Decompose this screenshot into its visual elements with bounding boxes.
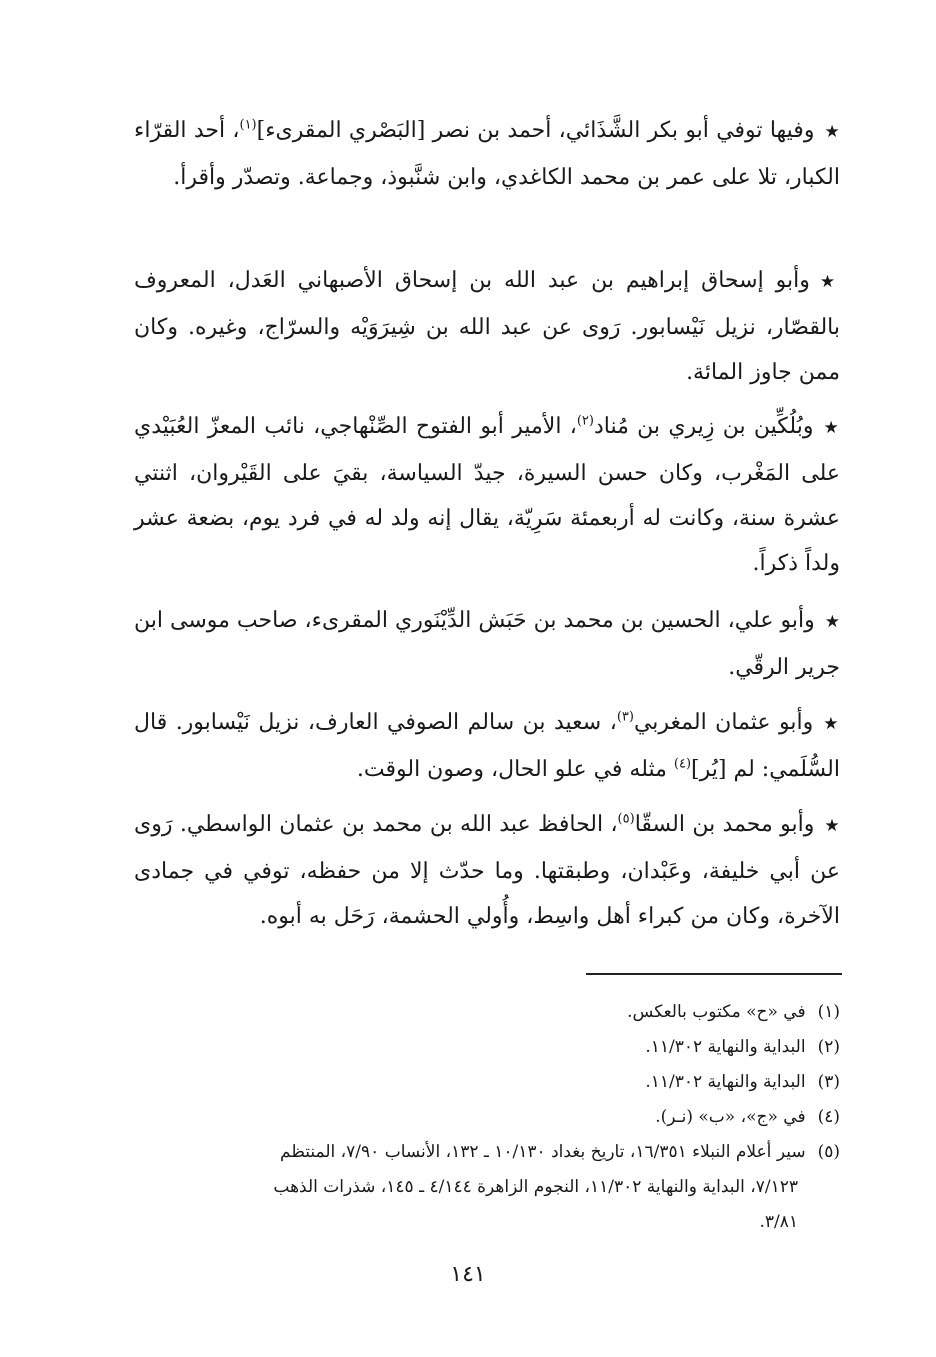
footnote-5-continued: ٣/٨١. bbox=[759, 1212, 798, 1232]
entry-text: وأبو عثمان المغربي bbox=[633, 710, 814, 735]
footnote-text: في «ج»، «ب» (نـر). bbox=[655, 1107, 806, 1127]
footnote-ref[interactable]: (٥) bbox=[617, 811, 635, 827]
page-number: ١٤١ bbox=[450, 1262, 486, 1287]
footnote-number: (٣) bbox=[817, 1072, 840, 1092]
entry-buluggin-ibn-ziri bbox=[134, 404, 840, 586]
footnote-number: (٥) bbox=[817, 1142, 840, 1162]
footnote-5-continued: ٧/١٢٣، البداية والنهاية ١١/٣٠٢، النجوم الزاهرة ٤/١٤٤ ـ ١٤٥، شذرات الذهب bbox=[273, 1177, 798, 1197]
entry-text: ، الحافظ عبد الله بن محمد بن عثمان الواسطي. رَوى عن أبي خليفة، وعَبْدان، وطبقتها. وما حدّث إلا من حفظه، توفي في جمادى الآخرة، وكان من كبراء أهل واسِط، وأُولي الحشمة، رَحَل به أبوه. bbox=[134, 812, 840, 929]
footnote-2 bbox=[134, 1030, 840, 1065]
entry-text: وأبو محمد بن السقّا bbox=[634, 812, 815, 837]
footnote-number: (١) bbox=[817, 1002, 840, 1022]
entry-text: وفيها توفي أبو بكر الشَّذَائي، أحمد بن نصر [البَصْري المقرىء] bbox=[256, 118, 815, 143]
star-bullet: ★ bbox=[823, 714, 840, 734]
entry-abu-uthman-al-maghribi bbox=[134, 700, 840, 792]
footnote-text: في «ح» مكتوب بالعكس. bbox=[627, 1002, 806, 1022]
footnotes bbox=[134, 995, 840, 1240]
footnote-ref[interactable]: (٤) bbox=[673, 756, 692, 772]
footnote-5 bbox=[134, 1135, 840, 1170]
entry-text: وبُلُكِّين بن زِيري بن مُناد bbox=[593, 414, 814, 439]
entry-text: وأبو علي، الحسين بن محمد بن حَبَش الدِّيْنَوري المقرىء، صاحب موسى ابن جرير الرقّي. bbox=[134, 608, 840, 680]
footnote-ref[interactable]: (١) bbox=[239, 117, 257, 133]
footnote-text: البداية والنهاية ١١/٣٠٢. bbox=[645, 1072, 806, 1092]
star-bullet: ★ bbox=[819, 272, 840, 292]
footnote-text: البداية والنهاية ١١/٣٠٢. bbox=[645, 1037, 806, 1057]
entry-abu-ishaq-al-asbahani bbox=[134, 258, 840, 395]
footnote-ref[interactable]: (٣) bbox=[616, 709, 634, 725]
entry-text: ، سعيد بن سالم الصوفي العارف، نزيل نَيْسابور. قال السُّلَمي: لم [يُر] bbox=[134, 710, 840, 782]
footnote-separator bbox=[586, 973, 842, 975]
footnote-number: (٢) bbox=[817, 1037, 840, 1057]
footnote-text: سير أعلام النبلاء ١٦/٣٥١، تاريخ بغداد ١٠/١٣٠ ـ ١٣٢، الأنساب ٧/٩٠، المنتظم bbox=[280, 1142, 806, 1162]
entry-text: ، أحد القرّاء الكبار، تلا على عمر بن محمد الكاغدي، وابن شنَّبوذ، وجماعة. وتصدّر وأقرأ. bbox=[134, 118, 840, 190]
entry-abu-ali-al-husayn bbox=[134, 598, 840, 690]
footnote-ref[interactable]: (٢) bbox=[576, 413, 594, 429]
footnote-4 bbox=[134, 1100, 840, 1135]
entry-text: ، الأمير أبو الفتوح الصِّنْهاجي، نائب المعزّ العُبَيْدي على المَغْرب، وكان حسن السيرة، جيدّ السياسة، بقيَ على القَيْروان، اثنتي عشرة سنة، وكانت له أربعمئة سَرِيّة، يقال إنه ولد له في فرد يوم، بضعة عشر ولداً ذكراً. bbox=[134, 414, 840, 576]
star-bullet: ★ bbox=[824, 122, 840, 142]
star-bullet: ★ bbox=[823, 418, 841, 438]
entry-text: وأبو إسحاق إبراهيم بن عبد الله بن إسحاق الأصبهاني العَدل، المعروف بالقصّار، نزيل نَيْسابور. رَوى عن عبد الله بن شِيرَوَيْه والسرّاج، وغيره. وكان ممن جاوز المائة. bbox=[134, 268, 840, 385]
entry-abu-muhammad-ibn-al-saqqa bbox=[134, 802, 840, 939]
footnote-3 bbox=[134, 1065, 840, 1100]
entry-text: مثله في علو الحال، وصون الوقت. bbox=[356, 757, 674, 782]
entry-abu-bakr-al-shadhai bbox=[134, 108, 840, 200]
star-bullet: ★ bbox=[824, 816, 840, 836]
footnote-number: (٤) bbox=[817, 1107, 840, 1127]
star-bullet: ★ bbox=[824, 612, 841, 632]
footnote-1 bbox=[134, 995, 840, 1030]
